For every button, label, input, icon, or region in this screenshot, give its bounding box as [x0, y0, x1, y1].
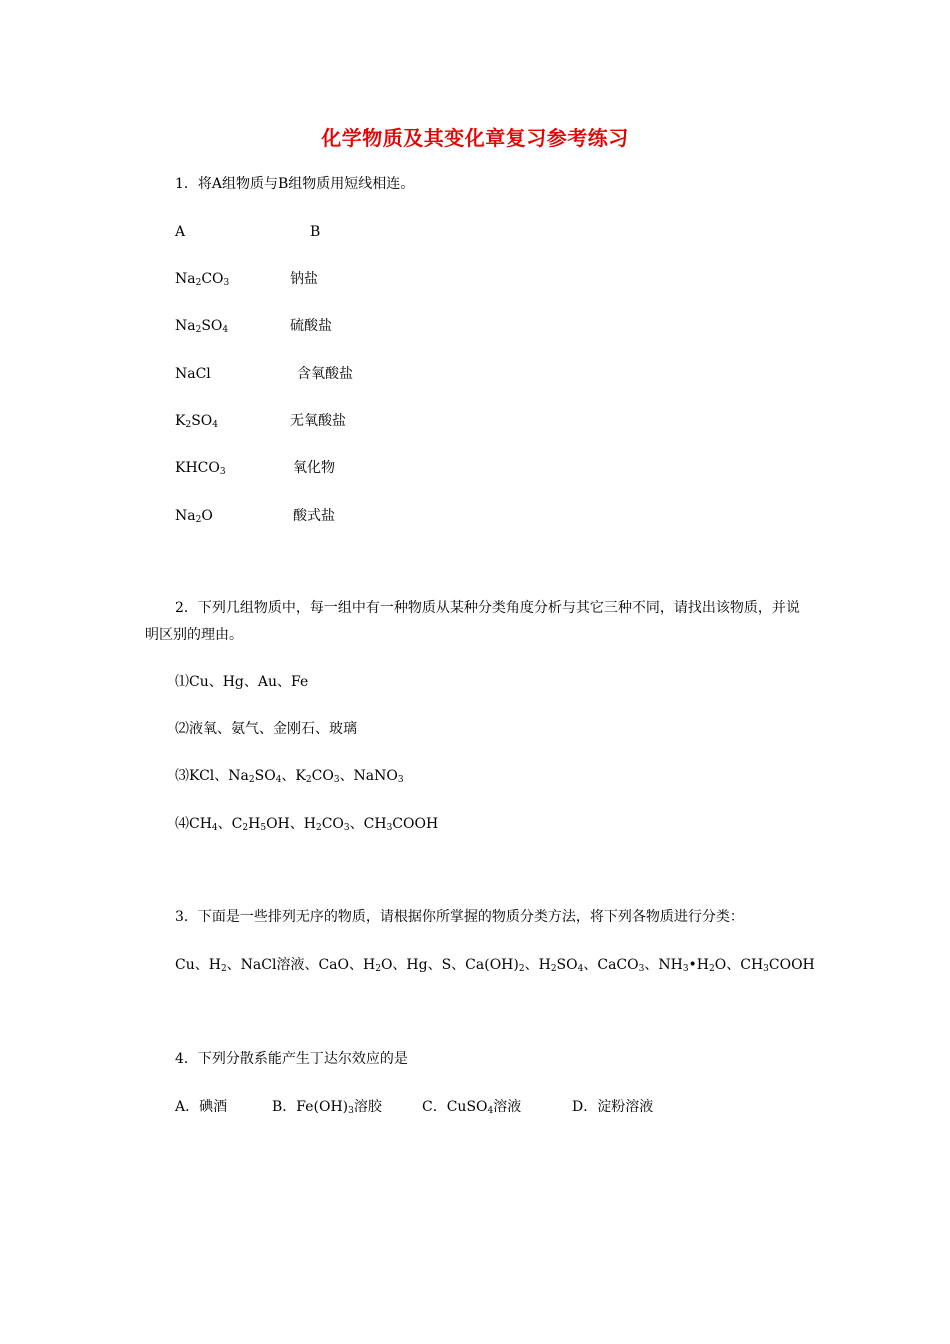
q1-row-a: $Na_2CO_3$ [175, 271, 230, 288]
q4-option-c: C．CuSO$_4$溶液 [422, 1099, 522, 1116]
q1-row-b: 硫酸盐 [290, 318, 332, 334]
q1-row-b: 含氧酸盐 [297, 366, 353, 382]
q3-prompt: 3．下面是一些排列无序的物质，请根据你所掌握的物质分类方法，将下列各物质进行分类： [175, 909, 744, 925]
q4-option-d: D．淀粉溶液 [572, 1099, 654, 1115]
q1-prompt: 1．将A组物质与B组物质用短线相连。 [175, 176, 415, 192]
q1-header-a: A [175, 224, 186, 240]
q3-substance-list: Cu、$H_2$、NaCl溶液、CaO、$H_2O$、Hg、S、$Ca(OH)_2$、$H_2SO_4$、CaCO$_3$、$NH_3•H_2O$、$CH_3COOH$ [175, 957, 815, 974]
q1-row-a: $Na_2O$ [175, 508, 213, 525]
q1-row-a: $Na_2SO_4$ [175, 318, 229, 335]
q1-row-b: 无氧酸盐 [290, 413, 346, 429]
q2-item: ⑵液氧、氨气、金刚石、玻璃 [175, 721, 357, 737]
q2-item: $⑷CH_4$、$C_2H_5OH$、$H_2CO_3$、$CH_3COOH$ [175, 816, 439, 833]
q2-prompt: 2．下列几组物质中，每一组中有一种物质从某种分类角度分析与其它三种不同，请找出该物质，并说明区别的理由。 [145, 600, 800, 643]
q1-row-b: 酸式盐 [293, 508, 335, 524]
q1-header-b: B [310, 224, 321, 240]
q1-row-b: 钠盐 [290, 271, 318, 287]
q2-item: ⑴Cu、Hg、Au、Fe [175, 674, 309, 690]
q1-row-a: NaCl [175, 366, 211, 382]
q4-prompt: 4．下列分散系能产生丁达尔效应的是 [175, 1051, 408, 1067]
page-title: 化学物质及其变化章复习参考练习 [321, 126, 629, 150]
q4-option-a: A．碘酒 [175, 1099, 228, 1115]
q1-row-a: $K_2SO_4$ [175, 413, 219, 430]
q2-item: ⑶KCl、$Na_2SO_4$、$K_2CO_3$、NaNO$_3$ [175, 768, 404, 785]
q1-row-b: 氧化物 [293, 460, 335, 476]
q4-option-b: B．$Fe(OH)_3$溶胶 [272, 1099, 382, 1116]
q1-row-a: $KHCO_3$ [175, 460, 226, 477]
